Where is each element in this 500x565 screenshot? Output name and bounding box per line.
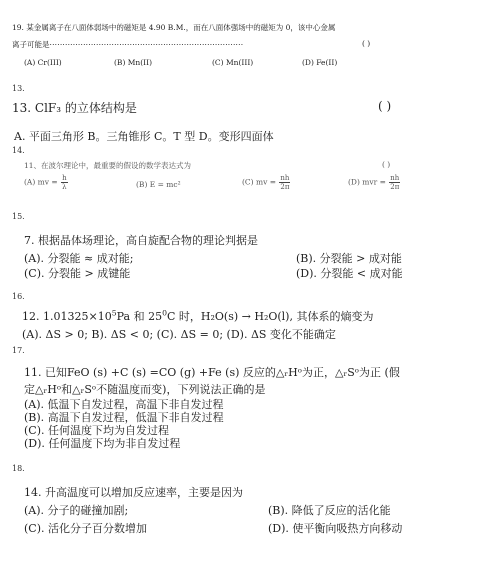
q19-stem: 某金属离子在八面体弱场中的磁矩是 4.90 B.M.，而在八面体强场中的磁矩为 0，该中心金属 (26, 23, 336, 32)
q19-stem-line1 (12, 22, 335, 33)
q19-option-b: (B) Mn(II) (114, 58, 153, 67)
q17-option-c: (C). 任何温度下均为自发过程 (24, 424, 169, 437)
q18-option-a: (A). 分子的碰撞加剧; (24, 504, 129, 517)
q15-option-d: (D). 分裂能 < 成对能 (296, 267, 403, 280)
q14-option-b: (B) E = mc² (136, 180, 181, 189)
q17-stem-line1: 11. 已知FeO (s) +C (s) =CO (g) +Fe (s) 反应的△ᵣHᵒ为正，△ᵣSᵒ为正 (假 (24, 366, 400, 379)
q14-option-c: (C) mv = $\frac{nh}{2\pi}$ (242, 174, 290, 191)
q14-stem: 11、在波尔理论中，最重要的假设的数学表达式为 (24, 161, 192, 170)
q19-option-a: (A) Cr(III) (24, 58, 62, 67)
q14-option-d: (D) mvr = $\frac{nh}{2\pi}$ (348, 174, 400, 191)
q14-fraction-a: $\frac{h}{\lambda}$ (62, 174, 67, 191)
q15-option-a: (A). 分裂能 ≈ 成对能; (24, 252, 134, 265)
q15-option-c: (C). 分裂能 > 成键能 (24, 267, 131, 280)
q19-dots: ··········································································· (49, 40, 244, 49)
q17-option-d: (D). 任何温度下均为非自发过程 (24, 437, 181, 450)
q14-fraction-c: $\frac{nh}{2\pi}$ (280, 174, 290, 191)
q16-options: (A). ΔS > 0; B). ΔS < 0; (C). ΔS = 0; (D). ΔS 变化不能确定 (22, 328, 336, 341)
q13-answer-paren: ( ) (378, 99, 392, 113)
q19-stem-line2 (12, 39, 243, 50)
q13-label: 13. (12, 84, 25, 93)
q17-stem-line2: 定△ᵣHᵒ和△ᵣSᵒ不随温度而变)，下列说法正确的是 (24, 383, 266, 396)
q17-label: 17. (12, 346, 25, 355)
q16-stem: 12. $1.01325\times 10^5Pa$ 和 $25^0C$ 时，H₂O(s) → H₂O(l), 其体系的熵变为 (22, 308, 374, 323)
q16-label: 16. (12, 292, 25, 301)
q19-stem-end: 离子可能是 (12, 40, 50, 49)
q18-option-d: (D). 使平衡向吸热方向移动 (268, 522, 403, 535)
q17-option-a: (A). 低温下自发过程，高温下非自发过程 (24, 398, 224, 411)
q17-option-b: (B). 高温下自发过程，低温下非自发过程 (24, 411, 224, 424)
q14-option-a: (A) mv = $\frac{h}{\lambda}$ (24, 174, 67, 191)
q19-option-d: (D) Fe(II) (302, 58, 338, 67)
q19-answer-paren: ( ) (362, 39, 371, 48)
q13-options: A. 平面三角形 B。三角锥形 C。T 型 D。变形四面体 (14, 130, 274, 143)
q14-answer-paren: ( ) (382, 160, 391, 169)
q19-option-c: (C) Mn(III) (212, 58, 254, 67)
q18-stem: 14. 升高温度可以增加反应速率，主要是因为 (24, 486, 243, 499)
q15-option-b: (B). 分裂能 > 成对能 (296, 252, 402, 265)
q18-option-b: (B). 降低了反应的活化能 (268, 504, 391, 517)
q13-stem: 13. ClF₃ 的立体结构是 (12, 101, 137, 115)
q15-stem: 7. 根据晶体场理论，高自旋配合物的理论判据是 (24, 234, 258, 247)
q15-label: 15. (12, 212, 25, 221)
q14-fraction-d: $\frac{nh}{2\pi}$ (390, 174, 400, 191)
q14-label: 14. (12, 146, 25, 155)
q18-option-c: (C). 活化分子百分数增加 (24, 522, 147, 535)
q18-label: 18. (12, 464, 25, 473)
q19-number: 19. (12, 23, 24, 32)
